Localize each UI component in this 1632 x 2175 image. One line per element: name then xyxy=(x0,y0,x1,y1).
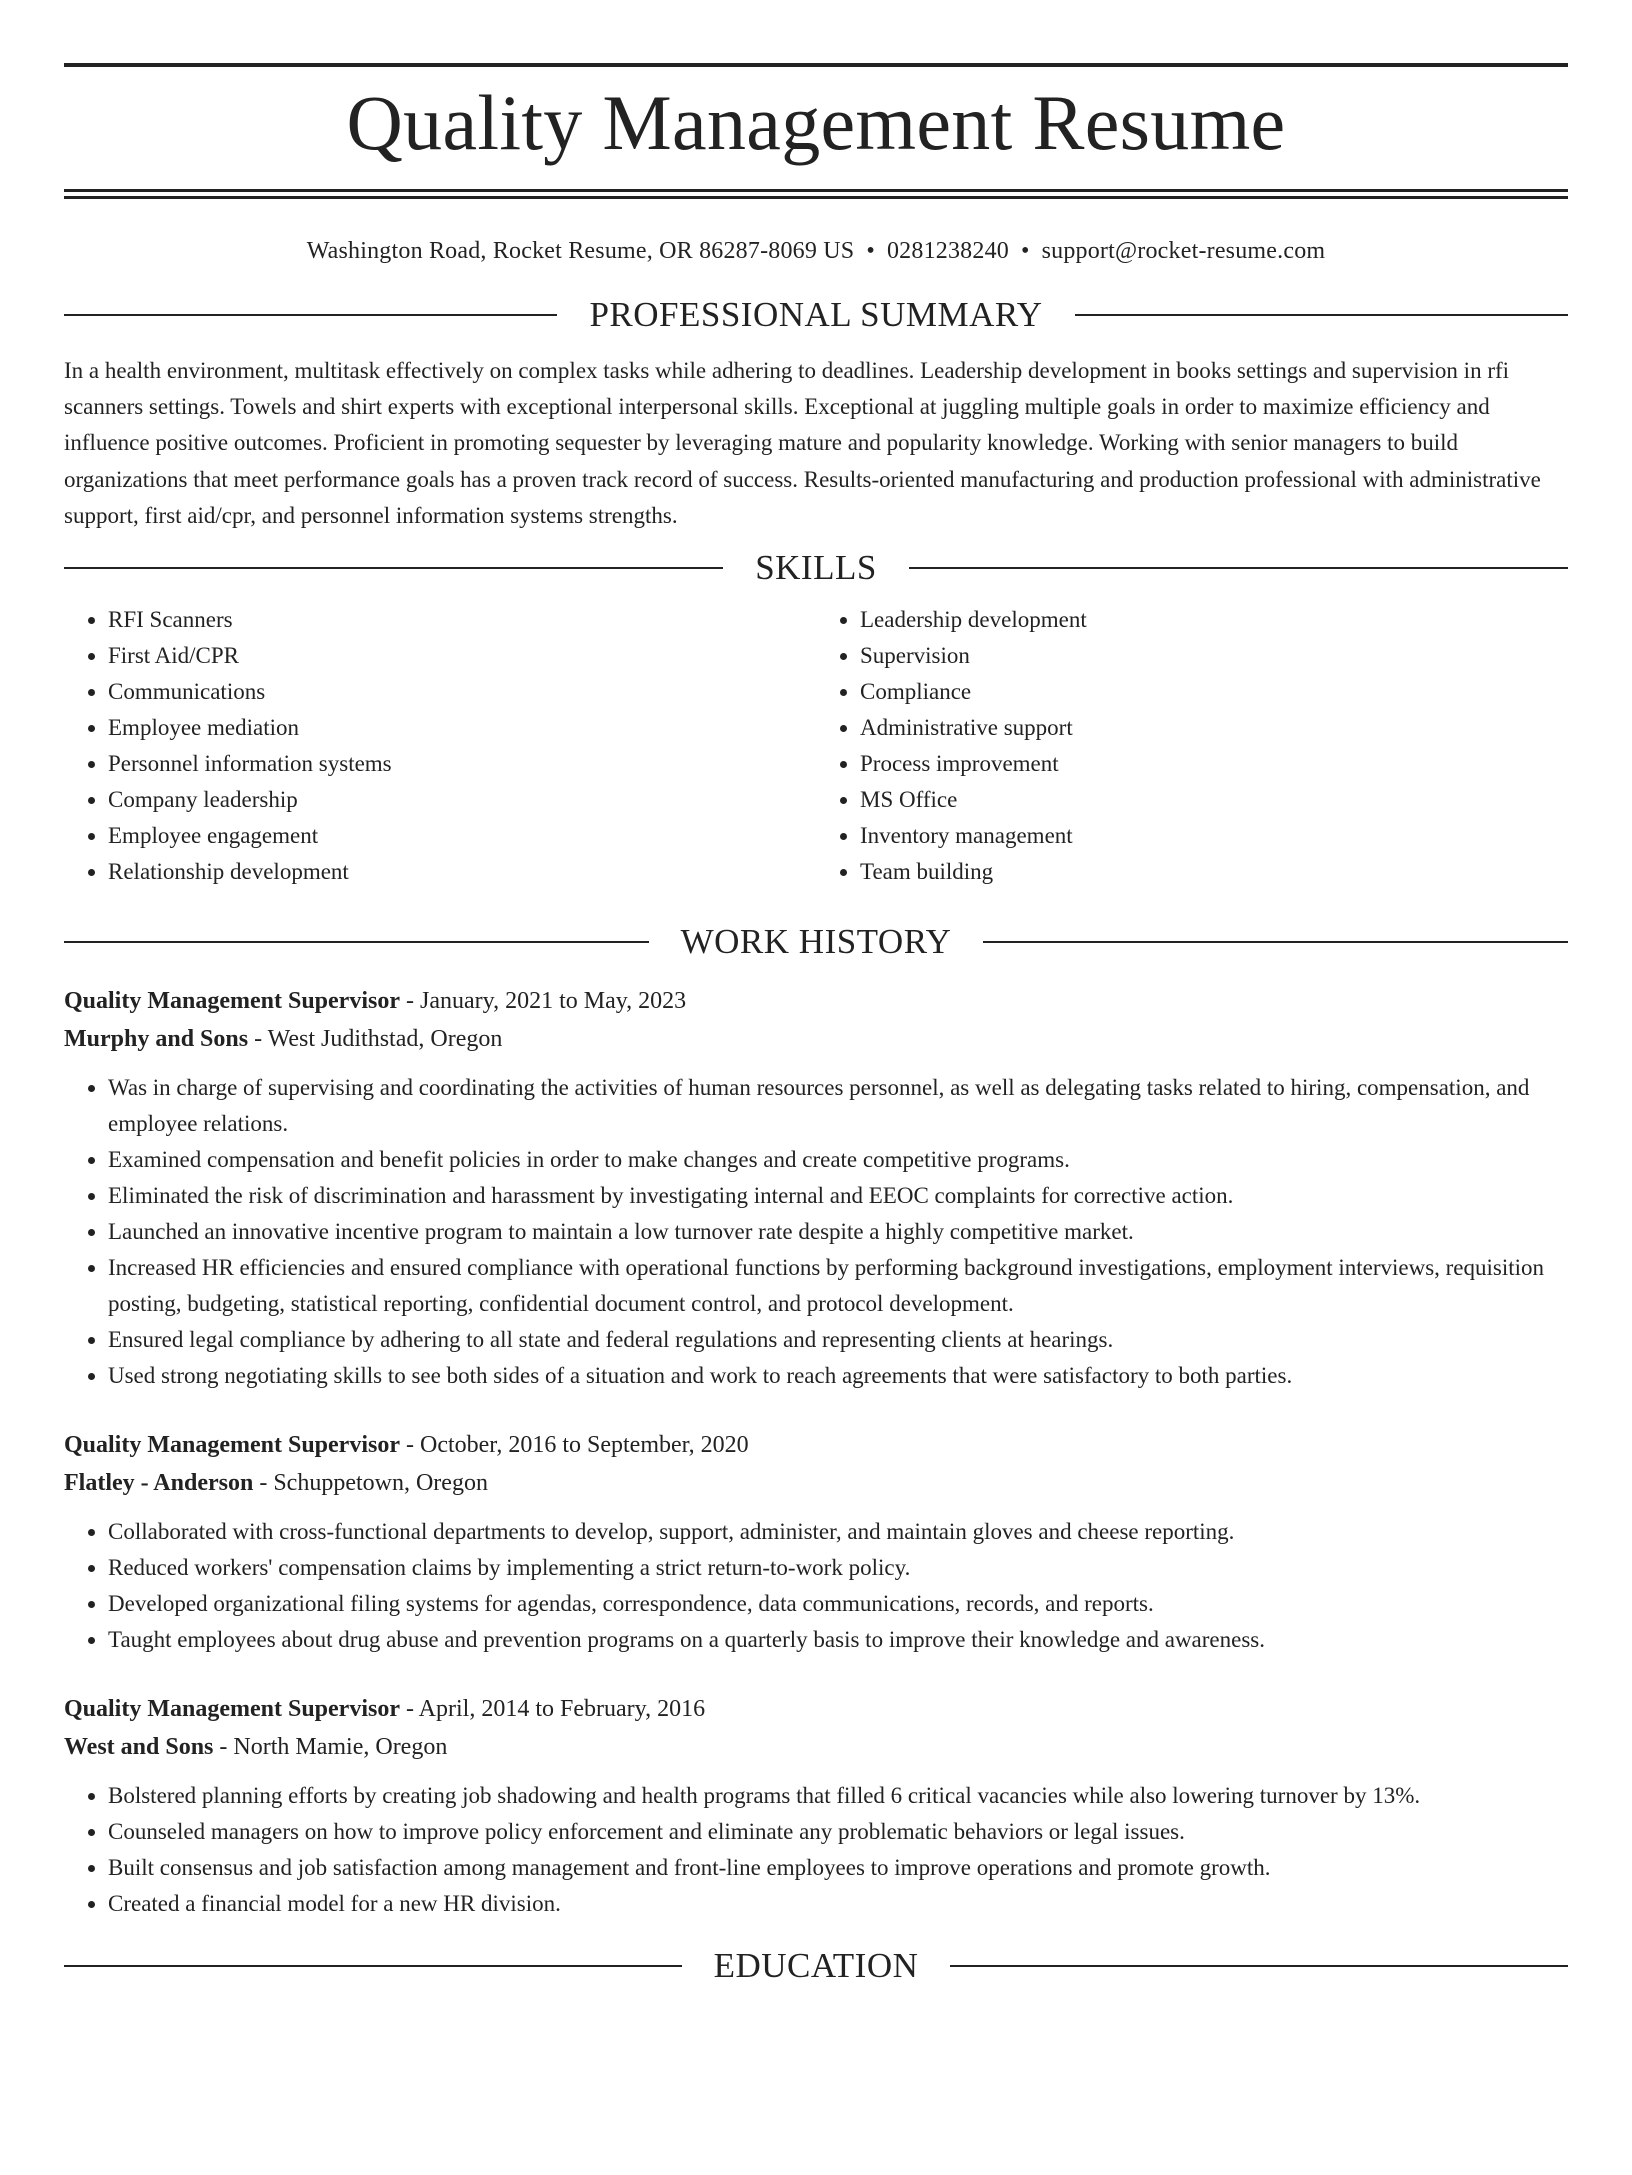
job-company-line xyxy=(64,1020,1568,1058)
job-bullets xyxy=(64,1070,1568,1394)
job-bullet: • Built consensus and job satisfaction among management and front-line employees to improve operations and promote growth. xyxy=(108,1850,1568,1886)
skill-item: • Company leadership xyxy=(108,782,816,818)
job-bullet: • Used strong negotiating skills to see both sides of a situation and work to reach agreements that were satisfactory to both parties. xyxy=(108,1358,1568,1394)
job-dates: - October, 2016 to September, 2020 xyxy=(400,1432,749,1459)
job-title-line xyxy=(64,982,1568,1020)
section-rule xyxy=(909,567,1568,569)
skill-item: • Supervision xyxy=(860,638,1568,674)
skill-item: • Employee engagement xyxy=(108,818,816,854)
skills-column-left xyxy=(64,602,816,890)
contact-line xyxy=(64,235,1568,267)
job-bullet: • Bolstered planning efforts by creating job shadowing and health programs that filled 6 critical vacancies while also lowering turnover by 13%. xyxy=(108,1778,1568,1814)
page-title: Quality Management Resume xyxy=(346,79,1286,166)
job-title: Quality Management Supervisor xyxy=(64,988,400,1015)
job-title-line xyxy=(64,1426,1568,1464)
resume-page xyxy=(0,63,1632,2175)
job-entry xyxy=(64,1426,1568,1658)
job-bullets xyxy=(64,1778,1568,1922)
job-company: Murphy and Sons xyxy=(64,1026,249,1053)
skill-item: • Administrative support xyxy=(860,710,1568,746)
skill-item: • Compliance xyxy=(860,674,1568,710)
section-title-work: WORK HISTORY xyxy=(680,922,952,962)
job-dates: - January, 2021 to May, 2023 xyxy=(400,988,687,1015)
section-rule xyxy=(64,941,649,943)
job-bullet: • Was in charge of supervising and coordinating the activities of human resources personnel, as well as delegating tasks related to hiring, compensation, and employee relations. xyxy=(108,1070,1568,1142)
contact-separator: • xyxy=(866,238,875,264)
job-title: Quality Management Supervisor xyxy=(64,1432,400,1459)
section-rule xyxy=(1075,314,1568,316)
job-bullet: • Counseled managers on how to improve policy enforcement and eliminate any problematic behaviors or legal issues. xyxy=(108,1814,1568,1850)
section-header-summary xyxy=(64,293,1568,337)
section-title-summary: PROFESSIONAL SUMMARY xyxy=(589,295,1043,334)
skill-item: • RFI Scanners xyxy=(108,602,816,638)
job-bullet: • Taught employees about drug abuse and prevention programs on a quarterly basis to improve their knowledge and awareness. xyxy=(108,1622,1568,1658)
skill-item: • Communications xyxy=(108,674,816,710)
job-entry xyxy=(64,982,1568,1394)
skills-column-right xyxy=(816,602,1568,890)
top-rule xyxy=(64,63,1568,67)
job-company-line xyxy=(64,1464,1568,1502)
job-company: West and Sons xyxy=(64,1734,214,1761)
section-rule xyxy=(950,1965,1568,1967)
job-location: - Schuppetown, Oregon xyxy=(253,1470,488,1497)
section-rule xyxy=(983,941,1568,943)
contact-phone: 0281238240 xyxy=(886,238,1009,264)
job-entry xyxy=(64,1690,1568,1922)
job-bullet: • Developed organizational filing systems for agendas, correspondence, data communications, records, and reports. xyxy=(108,1586,1568,1622)
job-bullet: • Ensured legal compliance by adhering to all state and federal regulations and representing clients at hearings. xyxy=(108,1322,1568,1358)
section-rule xyxy=(64,314,557,316)
skill-item: • First Aid/CPR xyxy=(108,638,816,674)
skill-item: • Employee mediation xyxy=(108,710,816,746)
job-location: - North Mamie, Oregon xyxy=(213,1734,448,1761)
job-bullet: • Created a financial model for a new HR division. xyxy=(108,1886,1568,1922)
job-dates: - April, 2014 to February, 2016 xyxy=(400,1696,706,1723)
skill-item: • Team building xyxy=(860,854,1568,890)
contact-email: support@rocket-resume.com xyxy=(1041,238,1326,264)
section-header-work xyxy=(64,920,1568,964)
skill-item: • Inventory management xyxy=(860,818,1568,854)
job-company-line xyxy=(64,1728,1568,1766)
job-company: Flatley - Anderson xyxy=(64,1470,254,1497)
section-rule xyxy=(64,1965,682,1967)
section-title-skills: SKILLS xyxy=(755,548,877,588)
job-bullet: • Eliminated the risk of discrimination and harassment by investigating internal and EEOC complaints for corrective action. xyxy=(108,1178,1568,1214)
job-location: - West Judithstad, Oregon xyxy=(248,1026,503,1053)
job-bullet: • Increased HR efficiencies and ensured compliance with operational functions by performing background investigations, employment interviews, requisition posting, budgeting, statistical reporting, confidential document control, and protocol development. xyxy=(108,1250,1568,1322)
title-double-rule xyxy=(64,189,1568,199)
skill-item: • Relationship development xyxy=(108,854,816,890)
section-rule xyxy=(64,567,723,569)
section-title-education: EDUCATION xyxy=(713,1946,919,1986)
job-title-line xyxy=(64,1690,1568,1728)
section-header-education xyxy=(64,1944,1568,1988)
skills-list xyxy=(64,602,1568,890)
job-bullet: • Examined compensation and benefit policies in order to make changes and create competitive programs. xyxy=(108,1142,1568,1178)
skill-item: • Personnel information systems xyxy=(108,746,816,782)
job-bullet: • Launched an innovative incentive program to maintain a low turnover rate despite a highly competitive market. xyxy=(108,1214,1568,1250)
job-bullets xyxy=(64,1514,1568,1658)
skill-item: • Process improvement xyxy=(860,746,1568,782)
contact-address: Washington Road, Rocket Resume, OR 86287-8069 US xyxy=(306,238,855,264)
section-header-skills xyxy=(64,546,1568,590)
job-bullet: • Reduced workers' compensation claims by implementing a strict return-to-work policy. xyxy=(108,1550,1568,1586)
contact-separator: • xyxy=(1020,238,1030,264)
job-title: Quality Management Supervisor xyxy=(64,1696,400,1723)
skill-item: • MS Office xyxy=(860,782,1568,818)
skill-item: • Leadership development xyxy=(860,602,1568,638)
summary-text: In a health environment, multitask effectively on complex tasks while adhering to deadlines. Leadership development in books settings and supervision in rfi scanners settings. Towels and shirt experts with exceptional interpersonal skills. Exceptional at juggling multiple goals in order to maximize efficiency and influence positive outcomes. Proficient in promoting sequester by leveraging mature and popularity knowledge. Working with senior managers to build organizations that meet performance goals has a proven track record of success. Results-oriented manufacturing and production professional with administrative support, first aid/cpr, and personnel information systems strengths. xyxy=(64,358,1541,528)
job-bullet: • Collaborated with cross-functional departments to develop, support, administer, and maintain gloves and cheese reporting. xyxy=(108,1514,1568,1550)
